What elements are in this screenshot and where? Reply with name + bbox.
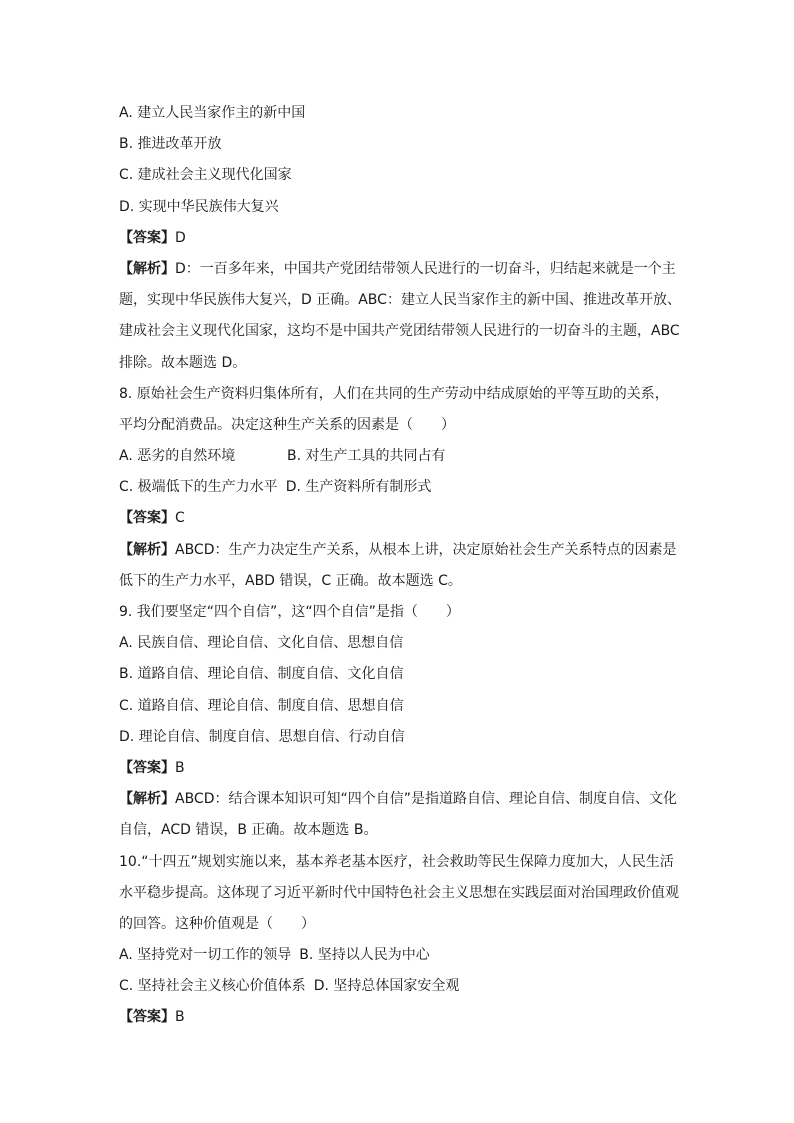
answer-label: 【答案】 — [119, 229, 175, 246]
option-pair — [119, 940, 679, 971]
question-line: 平均分配消费品。决定这种生产关系的因素是（ ） — [119, 416, 455, 433]
answer-label: 【答案】 — [119, 759, 175, 776]
option-b: B. 坚持以人民为中心 — [299, 947, 430, 964]
analysis-block — [119, 254, 679, 379]
analysis-label: 【解析】 — [119, 791, 175, 808]
analysis-text: 排除。故本题选 D。 — [119, 354, 247, 371]
option-pair — [119, 472, 679, 503]
answer-value: B — [175, 1009, 185, 1026]
option-line: A. 民族自信、理论自信、文化自信、思想自信 — [119, 635, 404, 652]
option-line: B. 推进改革开放 — [119, 136, 222, 153]
option-line: C. 道路自信、理论自信、制度自信、思想自信 — [119, 697, 404, 714]
analysis-text: ABCD：生产力决定生产关系，从根本上讲，决定原始社会生产关系特点的因素是 — [175, 541, 677, 558]
question-stem — [119, 379, 679, 441]
question-stem — [119, 847, 679, 941]
option-a: C. 坚持社会主义核心价值体系 — [119, 978, 306, 995]
option-line: C. 建成社会主义现代化国家 — [119, 167, 292, 184]
question-line: 10.“十四五”规划实施以来，基本养老基本医疗，社会救助等民生保障力度加大，人民生活 — [119, 853, 674, 870]
option-b: B. 对生产工具的共同占有 — [287, 448, 446, 465]
question-line: 9. 我们要坚定“四个自信”，这“四个自信”是指（ ） — [119, 604, 460, 620]
answer-value: C — [175, 510, 185, 527]
document-page — [119, 98, 679, 1034]
analysis-line — [119, 535, 679, 566]
analysis-text: 低下的生产力水平，ABD 错误，C 正确。故本题选 C。 — [119, 572, 462, 589]
option-line: D. 实现中华民族伟大复兴 — [119, 198, 279, 215]
question-line: 水平稳步提高。这体现了习近平新时代中国特色社会主义思想在实践层面对治国理政价值观 — [119, 884, 679, 901]
analysis-text: 建成社会主义现代化国家，这均不是中国共产党团结带领人民进行的一切奋斗的主题，ABC — [119, 323, 680, 340]
analysis-label: 【解析】 — [119, 541, 175, 558]
analysis-text: 题，实现中华民族伟大复兴，D 正确。ABC：建立人民当家作主的新中国、推进改革开放、 — [119, 292, 681, 309]
option-a: A. 坚持党对一切工作的领导 — [119, 947, 292, 964]
answer-line — [119, 753, 679, 784]
option-a: C. 极端低下的生产力水平 — [119, 479, 278, 496]
analysis-block — [119, 784, 679, 846]
analysis-line — [119, 285, 679, 316]
option-pair — [119, 971, 679, 1002]
option-b: D. 生产资料所有制形式 — [285, 479, 432, 496]
analysis-line — [119, 254, 679, 285]
analysis-text: 自信，ACD 错误，B 正确。故本题选 B。 — [119, 822, 378, 839]
option-line: A. 建立人民当家作主的新中国 — [119, 105, 306, 121]
option-b: D. 坚持总体国家安全观 — [313, 978, 460, 995]
answer-value: B — [175, 759, 185, 776]
answer-label: 【答案】 — [119, 510, 175, 527]
option-pair — [119, 441, 679, 472]
analysis-text: D：一百多年来，中国共产党团结带领人民进行的一切奋斗，归结起来就是一个主 — [175, 260, 676, 277]
analysis-line — [119, 566, 679, 597]
question-stem — [119, 597, 679, 628]
analysis-label: 【解析】 — [119, 260, 175, 277]
analysis-line — [119, 815, 679, 846]
option-a: A. 恶劣的自然环境 — [119, 448, 236, 465]
answer-line — [119, 1002, 679, 1033]
answer-label: 【答案】 — [119, 1009, 175, 1026]
option-line: B. 道路自信、理论自信、制度自信、文化自信 — [119, 666, 404, 683]
analysis-block — [119, 535, 679, 597]
analysis-line — [119, 348, 679, 379]
option-line: D. 理论自信、制度自信、思想自信、行动自信 — [119, 728, 405, 745]
answer-line — [119, 223, 679, 254]
analysis-line — [119, 316, 679, 347]
question-line: 8. 原始社会生产资料归集体所有，人们在共同的生产劳动中结成原始的平等互助的关系， — [119, 385, 669, 402]
analysis-line — [119, 784, 679, 815]
question-line: 的回答。这种价值观是（ ） — [119, 915, 315, 932]
answer-value: D — [175, 229, 186, 246]
answer-line — [119, 503, 679, 534]
analysis-text: ABCD：结合课本知识可知“四个自信”是指道路自信、理论自信、制度自信、文化 — [175, 791, 677, 808]
